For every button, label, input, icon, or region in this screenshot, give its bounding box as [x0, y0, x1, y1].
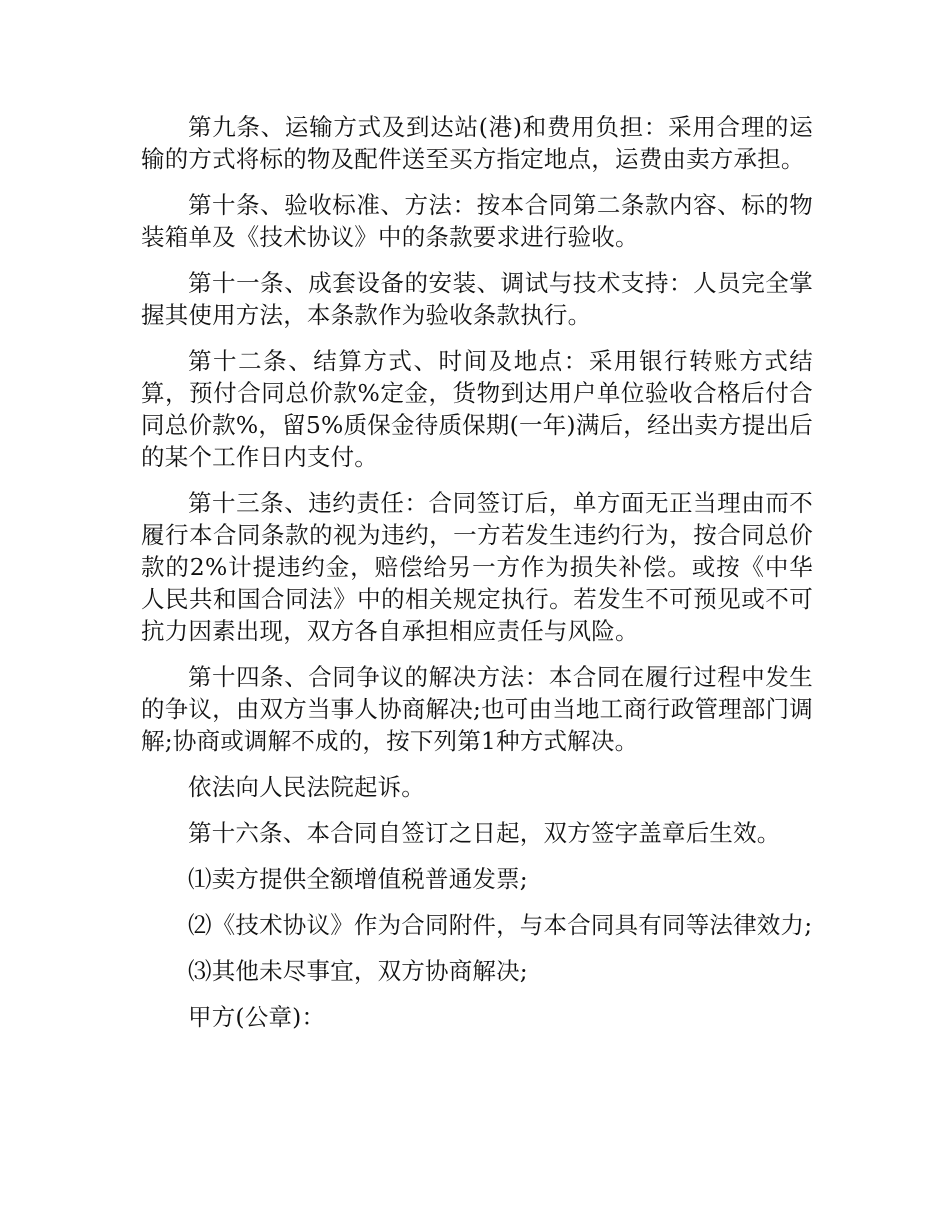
- item-2-technical-agreement: ⑵《技术协议》作为合同附件，与本合同具有同等法律效力;: [188, 911, 813, 939]
- clause-14-dispute: 第十四条、合同争议的解决方法：本合同在履行过程中发生的争议，由双方当事人协商解决;也可由当地工商行政管理部门调解;协商或调解不成的，按下列第1种方式解决。: [141, 663, 813, 755]
- clause-16-effectiveness: 第十六条、本合同自签订之日起，双方签字盖章后生效。: [188, 819, 781, 847]
- clause-10-acceptance: 第十条、验收标准、方法：按本合同第二条款内容、标的物装箱单及《技术协议》中的条款要求进行验收。: [141, 191, 813, 251]
- item-1-invoice: ⑴卖方提供全额增值税普通发票;: [188, 865, 528, 893]
- clause-13-liability: 第十三条、违约责任：合同签订后，单方面无正当理由而不履行本合同条款的视为违约，一方若发生违约行为，按合同总价款的2%计提违约金，赔偿给另一方作为损失补偿。或按《中华人民共和国合同法》中的相关规定执行。若发生不可预见或不可抗力因素出现，双方各自承担相应责任与风险。: [141, 489, 813, 645]
- clause-9-transport: 第九条、运输方式及到达站(港)和费用负担：采用合理的运输的方式将标的物及配件送至买方指定地点，运费由卖方承担。: [141, 113, 813, 173]
- clause-12-settlement: 第十二条、结算方式、时间及地点：采用银行转账方式结算，预付合同总价款%定金，货物到达用户单位验收合格后付合同总价款%，留5%质保金待质保期(一年)满后，经出卖方提出后的某个工作日内支付。: [141, 347, 813, 471]
- document-body: [141, 111, 813, 1047]
- clause-11-installation: 第十一条、成套设备的安装、调试与技术支持：人员完全掌握其使用方法，本条款作为验收条款执行。: [141, 269, 813, 329]
- party-a-seal-label: 甲方(公章)：: [188, 1003, 326, 1031]
- dispute-option-litigation: 依法向人民法院起诉。: [188, 773, 425, 801]
- item-3-other-matters: ⑶其他未尽事宜，双方协商解决;: [188, 957, 528, 985]
